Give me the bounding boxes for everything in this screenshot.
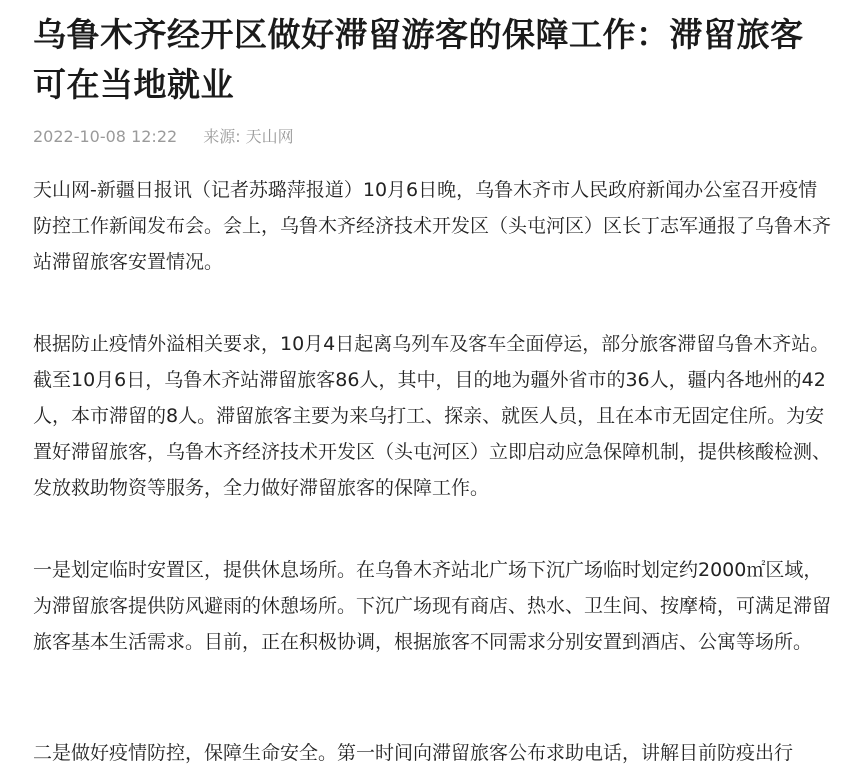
paragraph-2: 根据防止疫情外溢相关要求，10月4日起离乌列车及客车全面停运，部分旅客滞留乌鲁木齐站。截至10月6日，乌鲁木齐站滞留旅客86人，其中，目的地为疆外省市的36人，疆内各地州的42人，本市滞留的8人。滞留旅客主要为来乌打工、探亲、就医人员，且在本市无固定住所。为安置好滞留旅客，乌鲁木齐经济技术开发区（头屯河区）立即启动应急保障机制，提供核酸检测、发放救助物资等服务，全力做好滞留旅客的保障工作。 bbox=[33, 333, 832, 499]
article-meta bbox=[33, 125, 294, 149]
paragraph-3: 一是划定临时安置区，提供休息场所。在乌鲁木齐站北广场下沉广场临时划定约2000㎡区域，为滞留旅客提供防风避雨的休憩场所。下沉广场现有商店、热水、卫生间、按摩椅，可满足滞留旅客基本生活需求。目前，正在积极协调，根据旅客不同需求分别安置到酒店、公寓等场所。 bbox=[33, 559, 832, 653]
paragraph-4: 二是做好疫情防控，保障生命安全。第一时间向滞留旅客公布求助电话，讲解目前防疫出行 bbox=[33, 742, 794, 764]
paragraph-1: 天山网-新疆日报讯（记者苏璐萍报道）10月6日晚，乌鲁木齐市人民政府新闻办公室召开疫情防控工作新闻发布会。会上，乌鲁木齐经济技术开发区（头屯河区）区长丁志军通报了乌鲁木齐站滞留旅客安置情况。 bbox=[33, 179, 832, 273]
article-source: 来源: 天山网 bbox=[203, 127, 294, 146]
article-title: 乌鲁木齐经开区做好滞留游客的保障工作：滞留旅客可在当地就业 bbox=[33, 15, 804, 104]
publish-date: 2022-10-08 12:22 bbox=[33, 127, 178, 146]
